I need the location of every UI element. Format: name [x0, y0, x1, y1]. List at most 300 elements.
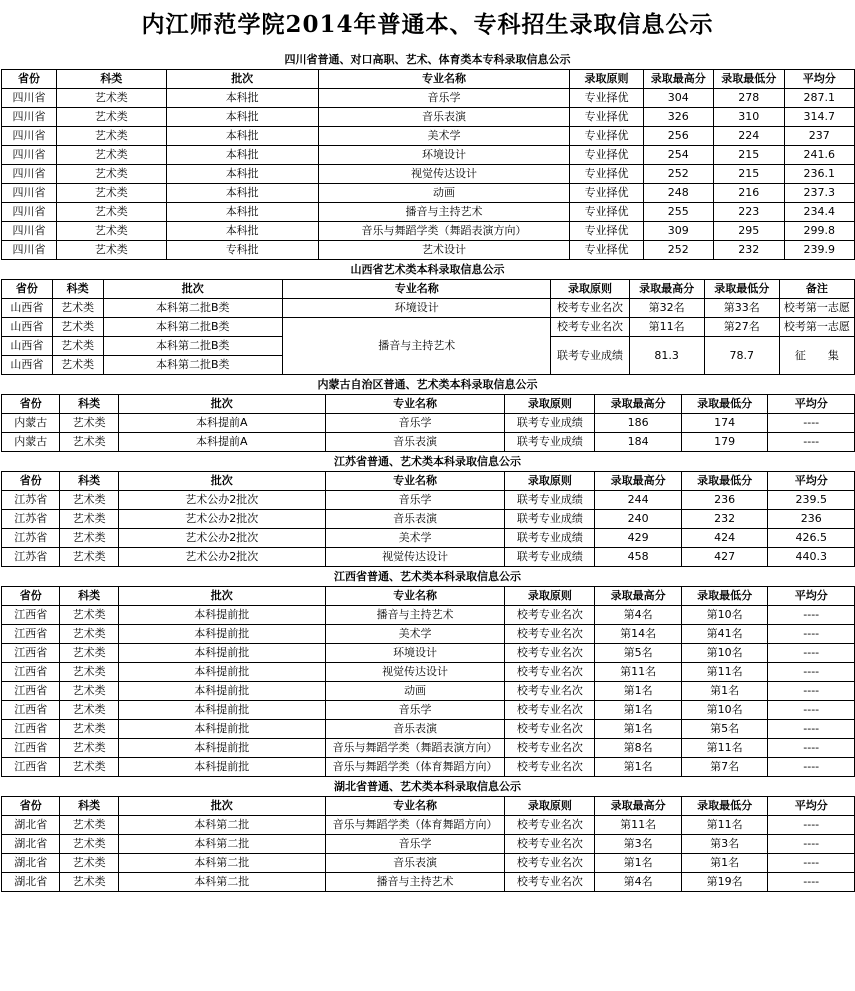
- table-cell: 第1名: [595, 720, 682, 739]
- column-header: 省份: [2, 395, 60, 414]
- table-cell: 联考专业成绩: [505, 414, 595, 433]
- table-cell: 本科第二批: [118, 873, 325, 892]
- table-cell: 音乐表演: [318, 108, 570, 127]
- table-header-row: [2, 395, 855, 414]
- table-cell: ----: [768, 720, 855, 739]
- table-cell: 本科提前批: [118, 739, 325, 758]
- table-cell: 215: [714, 146, 784, 165]
- table-cell: 艺术类: [60, 491, 118, 510]
- table-cell: 艺术类: [60, 510, 118, 529]
- table-row: [2, 548, 855, 567]
- column-header: 录取最低分: [681, 797, 768, 816]
- table-row: [2, 835, 855, 854]
- column-header: 平均分: [768, 587, 855, 606]
- column-header: 科类: [60, 472, 118, 491]
- table-cell: 美术学: [318, 127, 570, 146]
- table-cell: 音乐与舞蹈学类（舞蹈表演方向）: [325, 739, 505, 758]
- table-cell: 播音与主持艺术: [318, 203, 570, 222]
- table-cell: 音乐学: [325, 701, 505, 720]
- column-header: 录取最高分: [595, 587, 682, 606]
- table-cell: 四川省: [2, 184, 57, 203]
- column-header: 录取原则: [505, 395, 595, 414]
- table-cell: 江西省: [2, 758, 60, 777]
- table-cell: 本科提前批: [118, 720, 325, 739]
- table-cell: 第1名: [681, 682, 768, 701]
- table-cell: 联考专业成绩: [505, 510, 595, 529]
- table-cell: 186: [595, 414, 682, 433]
- table-cell: 本科第二批B类: [103, 337, 283, 356]
- table-cell: 音乐与舞蹈学类（体育舞蹈方向）: [325, 816, 505, 835]
- table-cell: 第4名: [595, 606, 682, 625]
- column-header: 专业名称: [325, 472, 505, 491]
- table-cell: 艺术公办2批次: [118, 548, 325, 567]
- table-cell: 234.4: [784, 203, 854, 222]
- table-cell: 环境设计: [325, 644, 505, 663]
- table-cell: 播音与主持艺术: [283, 318, 551, 375]
- table-cell: 艺术类: [60, 414, 118, 433]
- table-cell: 音乐学: [325, 491, 505, 510]
- table-cell: 304: [643, 89, 713, 108]
- table-cell: 校考专业名次: [505, 720, 595, 739]
- table-header-row: [2, 280, 855, 299]
- table-cell: 艺术公办2批次: [118, 491, 325, 510]
- column-header: 录取最低分: [714, 70, 784, 89]
- table-cell: 第10名: [681, 606, 768, 625]
- section-heading: 湖北省普通、艺术类本科录取信息公示: [334, 780, 521, 793]
- table-cell: 第33名: [704, 299, 779, 318]
- table-cell: 第11名: [681, 816, 768, 835]
- table-cell: 联考专业成绩: [505, 433, 595, 452]
- table-cell: 音乐学: [318, 89, 570, 108]
- admission-table: [1, 796, 855, 892]
- table-cell: 本科提前批: [118, 625, 325, 644]
- table-cell: 校考专业名次: [505, 663, 595, 682]
- table-cell: 252: [643, 165, 713, 184]
- column-header: 录取最低分: [681, 395, 768, 414]
- table-cell: ----: [768, 701, 855, 720]
- column-header: 科类: [56, 70, 166, 89]
- table-cell: 艺术类: [52, 318, 103, 337]
- admission-table: [1, 471, 855, 567]
- table-row: [2, 146, 855, 165]
- table-cell: 179: [681, 433, 768, 452]
- table-row: [2, 758, 855, 777]
- table-cell: ----: [768, 433, 855, 452]
- table-cell: 江苏省: [2, 529, 60, 548]
- table-cell: 第10名: [681, 644, 768, 663]
- table-cell: 江西省: [2, 644, 60, 663]
- column-header: 平均分: [768, 797, 855, 816]
- table-cell: 征 集: [779, 337, 854, 375]
- table-cell: 第14名: [595, 625, 682, 644]
- table-cell: 第11名: [681, 663, 768, 682]
- table-row: [2, 127, 855, 146]
- page-title: 内江师范学院2014年普通本、专科招生录取信息公示: [141, 11, 714, 38]
- table-cell: 艺术类: [60, 548, 118, 567]
- table-cell: ----: [768, 663, 855, 682]
- content: [0, 50, 855, 892]
- table-row: [2, 663, 855, 682]
- table-cell: 艺术类: [56, 184, 166, 203]
- column-header: 专业名称: [283, 280, 551, 299]
- table-cell: 艺术类: [60, 758, 118, 777]
- table-cell: 动画: [318, 184, 570, 203]
- column-header: 平均分: [784, 70, 854, 89]
- table-cell: 236: [768, 510, 855, 529]
- column-header: 批次: [166, 70, 318, 89]
- table-cell: 第1名: [595, 701, 682, 720]
- column-header: 科类: [60, 395, 118, 414]
- table-cell: 江西省: [2, 682, 60, 701]
- section-heading: 山西省艺术类本科录取信息公示: [350, 263, 505, 276]
- column-header: 专业名称: [318, 70, 570, 89]
- table-cell: 四川省: [2, 127, 57, 146]
- table-cell: 本科第二批B类: [103, 299, 283, 318]
- table-cell: 江西省: [2, 701, 60, 720]
- table-cell: 音乐表演: [325, 720, 505, 739]
- table-cell: 239.5: [768, 491, 855, 510]
- table-row: [2, 644, 855, 663]
- table-cell: 艺术类: [56, 203, 166, 222]
- table-cell: 本科提前A: [118, 414, 325, 433]
- table-row: [2, 165, 855, 184]
- table-cell: 244: [595, 491, 682, 510]
- table-cell: 326: [643, 108, 713, 127]
- table-cell: 232: [714, 241, 784, 260]
- column-header: 平均分: [768, 472, 855, 491]
- table-cell: 252: [643, 241, 713, 260]
- column-header: 录取最低分: [704, 280, 779, 299]
- table-cell: 429: [595, 529, 682, 548]
- table-cell: ----: [768, 414, 855, 433]
- table-cell: ----: [768, 644, 855, 663]
- table-cell: 237: [784, 127, 854, 146]
- table-cell: 第5名: [681, 720, 768, 739]
- table-cell: 287.1: [784, 89, 854, 108]
- table-cell: 专业择优: [570, 222, 643, 241]
- table-cell: 专业择优: [570, 108, 643, 127]
- table-row: [2, 510, 855, 529]
- table-cell: 四川省: [2, 146, 57, 165]
- table-cell: 江西省: [2, 663, 60, 682]
- table-row: [2, 682, 855, 701]
- table-cell: 专业择优: [570, 203, 643, 222]
- table-cell: 校考专业名次: [505, 835, 595, 854]
- table-cell: 艺术类: [60, 529, 118, 548]
- table-row: [2, 89, 855, 108]
- table-row: [2, 433, 855, 452]
- table-cell: 174: [681, 414, 768, 433]
- table-cell: 艺术类: [60, 625, 118, 644]
- table-cell: 音乐与舞蹈学类（舞蹈表演方向）: [318, 222, 570, 241]
- table-cell: 播音与主持艺术: [325, 873, 505, 892]
- table-cell: ----: [768, 606, 855, 625]
- table-cell: ----: [768, 873, 855, 892]
- table-cell: 专业择优: [570, 146, 643, 165]
- table-cell: 湖北省: [2, 854, 60, 873]
- table-cell: 216: [714, 184, 784, 203]
- table-cell: 艺术类: [52, 299, 103, 318]
- table-cell: 艺术类: [60, 663, 118, 682]
- table-cell: 本科提前批: [118, 701, 325, 720]
- table-row: [2, 108, 855, 127]
- table-cell: 第11名: [629, 318, 704, 337]
- table-cell: 本科批: [166, 146, 318, 165]
- column-header: 录取最高分: [595, 797, 682, 816]
- table-cell: 专业择优: [570, 89, 643, 108]
- table-row: [2, 491, 855, 510]
- table-cell: 湖北省: [2, 835, 60, 854]
- table-cell: 第11名: [595, 663, 682, 682]
- table-cell: 山西省: [2, 337, 53, 356]
- table-cell: 艺术类: [56, 165, 166, 184]
- column-header: 省份: [2, 797, 60, 816]
- column-header: 录取原则: [505, 472, 595, 491]
- column-header: 平均分: [768, 395, 855, 414]
- column-header: 省份: [2, 70, 57, 89]
- table-cell: 校考专业名次: [505, 816, 595, 835]
- table-cell: 本科提前批: [118, 606, 325, 625]
- table-cell: 239.9: [784, 241, 854, 260]
- table-cell: 四川省: [2, 203, 57, 222]
- table-cell: 四川省: [2, 89, 57, 108]
- table-row: [2, 873, 855, 892]
- section-heading: 江苏省普通、艺术类本科录取信息公示: [334, 455, 521, 468]
- column-header: 批次: [118, 797, 325, 816]
- table-cell: 第1名: [595, 854, 682, 873]
- table-cell: 本科第二批: [118, 854, 325, 873]
- table-cell: 236.1: [784, 165, 854, 184]
- table-header-row: [2, 797, 855, 816]
- table-cell: 联考专业成绩: [551, 337, 629, 375]
- table-cell: 专业择优: [570, 127, 643, 146]
- table-cell: 校考第一志愿: [779, 318, 854, 337]
- table-cell: 视觉传达设计: [325, 548, 505, 567]
- table-cell: 第1名: [595, 682, 682, 701]
- table-cell: 艺术类: [60, 720, 118, 739]
- table-row: [2, 720, 855, 739]
- table-cell: 江苏省: [2, 491, 60, 510]
- table-cell: ----: [768, 835, 855, 854]
- column-header: 省份: [2, 280, 53, 299]
- table-cell: 艺术类: [60, 873, 118, 892]
- table-cell: 第10名: [681, 701, 768, 720]
- table-cell: 426.5: [768, 529, 855, 548]
- table-cell: 校考专业名次: [505, 854, 595, 873]
- table-row: [2, 606, 855, 625]
- table-cell: 江苏省: [2, 548, 60, 567]
- column-header: 录取原则: [505, 587, 595, 606]
- table-cell: 美术学: [325, 529, 505, 548]
- table-cell: 音乐学: [325, 835, 505, 854]
- table-cell: 艺术类: [60, 739, 118, 758]
- table-cell: 音乐表演: [325, 510, 505, 529]
- table-cell: 校考专业名次: [505, 873, 595, 892]
- table-row: [2, 241, 855, 260]
- table-cell: 第1名: [595, 758, 682, 777]
- table-cell: 310: [714, 108, 784, 127]
- table-cell: ----: [768, 758, 855, 777]
- section-heading: 四川省普通、对口高职、艺术、体育类本专科录取信息公示: [284, 53, 571, 66]
- table-cell: 艺术类: [52, 356, 103, 375]
- column-header: 批次: [103, 280, 283, 299]
- table-cell: ----: [768, 816, 855, 835]
- table-cell: 299.8: [784, 222, 854, 241]
- table-cell: 278: [714, 89, 784, 108]
- table-cell: 校考专业名次: [505, 644, 595, 663]
- table-cell: 山西省: [2, 318, 53, 337]
- column-header: 省份: [2, 472, 60, 491]
- column-header: 专业名称: [325, 797, 505, 816]
- table-cell: 校考专业名次: [551, 318, 629, 337]
- table-cell: 78.7: [704, 337, 779, 375]
- table-cell: 309: [643, 222, 713, 241]
- column-header: 录取最低分: [681, 472, 768, 491]
- table-cell: 255: [643, 203, 713, 222]
- table-cell: 江西省: [2, 720, 60, 739]
- table-cell: 江西省: [2, 606, 60, 625]
- table-cell: 艺术类: [52, 337, 103, 356]
- table-header-row: [2, 587, 855, 606]
- table-row: [2, 184, 855, 203]
- table-cell: 本科批: [166, 108, 318, 127]
- table-cell: 艺术类: [60, 433, 118, 452]
- table-row: [2, 299, 855, 318]
- table-cell: 音乐与舞蹈学类（体育舞蹈方向）: [325, 758, 505, 777]
- table-cell: 四川省: [2, 222, 57, 241]
- table-cell: 艺术类: [56, 146, 166, 165]
- table-cell: 236: [681, 491, 768, 510]
- admission-table: [1, 394, 855, 452]
- table-cell: 第11名: [595, 816, 682, 835]
- table-cell: 校考专业名次: [551, 299, 629, 318]
- table-cell: 艺术类: [60, 816, 118, 835]
- column-header: 批次: [118, 472, 325, 491]
- table-row: [2, 529, 855, 548]
- column-header: 专业名称: [325, 587, 505, 606]
- section-heading: 江西省普通、艺术类本科录取信息公示: [334, 570, 521, 583]
- column-header: 科类: [60, 797, 118, 816]
- table-cell: 艺术类: [60, 854, 118, 873]
- table-cell: 四川省: [2, 241, 57, 260]
- table-cell: 本科提前批: [118, 644, 325, 663]
- table-row: [2, 739, 855, 758]
- table-cell: 232: [681, 510, 768, 529]
- table-cell: 联考专业成绩: [505, 491, 595, 510]
- table-cell: 动画: [325, 682, 505, 701]
- table-header-row: [2, 472, 855, 491]
- table-cell: 江西省: [2, 625, 60, 644]
- column-header: 录取最高分: [595, 395, 682, 414]
- table-cell: 424: [681, 529, 768, 548]
- table-cell: 第4名: [595, 873, 682, 892]
- table-cell: 江西省: [2, 739, 60, 758]
- table-row: [2, 625, 855, 644]
- table-cell: 视觉传达设计: [325, 663, 505, 682]
- table-cell: 艺术类: [56, 108, 166, 127]
- table-cell: 240: [595, 510, 682, 529]
- table-cell: 314.7: [784, 108, 854, 127]
- table-row: [2, 203, 855, 222]
- section-heading: 内蒙古自治区普通、艺术类本科录取信息公示: [317, 378, 538, 391]
- table-cell: 校考专业名次: [505, 625, 595, 644]
- table-cell: 本科批: [166, 203, 318, 222]
- table-cell: 四川省: [2, 165, 57, 184]
- table-cell: 联考专业成绩: [505, 529, 595, 548]
- table-cell: ----: [768, 739, 855, 758]
- table-cell: 本科批: [166, 89, 318, 108]
- table-cell: 音乐学: [325, 414, 505, 433]
- table-cell: 本科提前批: [118, 682, 325, 701]
- table-cell: 本科批: [166, 165, 318, 184]
- table-cell: 256: [643, 127, 713, 146]
- column-header: 科类: [52, 280, 103, 299]
- table-cell: 本科批: [166, 127, 318, 146]
- table-cell: 本科提前批: [118, 758, 325, 777]
- table-cell: 山西省: [2, 356, 53, 375]
- table-cell: 本科第二批B类: [103, 318, 283, 337]
- admission-table: [1, 279, 855, 375]
- table-cell: 艺术类: [56, 127, 166, 146]
- table-cell: 播音与主持艺术: [325, 606, 505, 625]
- table-cell: 本科批: [166, 222, 318, 241]
- table-cell: 艺术类: [56, 89, 166, 108]
- table-cell: 专业择优: [570, 165, 643, 184]
- table-cell: 内蒙古: [2, 433, 60, 452]
- table-cell: 校考专业名次: [505, 606, 595, 625]
- table-cell: 427: [681, 548, 768, 567]
- table-cell: 本科第二批B类: [103, 356, 283, 375]
- table-cell: 458: [595, 548, 682, 567]
- table-cell: 本科提前A: [118, 433, 325, 452]
- table-cell: 视觉传达设计: [318, 165, 570, 184]
- table-cell: 艺术设计: [318, 241, 570, 260]
- table-cell: 237.3: [784, 184, 854, 203]
- table-cell: 江苏省: [2, 510, 60, 529]
- table-cell: ----: [768, 682, 855, 701]
- table-cell: 艺术公办2批次: [118, 510, 325, 529]
- table-cell: 第11名: [681, 739, 768, 758]
- table-cell: 校考第一志愿: [779, 299, 854, 318]
- column-header: 录取原则: [551, 280, 629, 299]
- table-cell: 第27名: [704, 318, 779, 337]
- table-cell: 校考专业名次: [505, 739, 595, 758]
- table-row: [2, 318, 855, 337]
- table-cell: 环境设计: [283, 299, 551, 318]
- table-row: [2, 701, 855, 720]
- table-cell: 专业择优: [570, 241, 643, 260]
- column-header: 批次: [118, 587, 325, 606]
- table-cell: 第32名: [629, 299, 704, 318]
- table-cell: 本科批: [166, 184, 318, 203]
- column-header: 录取原则: [505, 797, 595, 816]
- table-cell: 184: [595, 433, 682, 452]
- table-cell: 内蒙古: [2, 414, 60, 433]
- table-cell: 223: [714, 203, 784, 222]
- table-cell: 山西省: [2, 299, 53, 318]
- table-cell: 第8名: [595, 739, 682, 758]
- table-cell: 艺术类: [60, 835, 118, 854]
- table-cell: 第41名: [681, 625, 768, 644]
- table-row: [2, 414, 855, 433]
- table-cell: 校考专业名次: [505, 682, 595, 701]
- table-cell: 254: [643, 146, 713, 165]
- column-header: 专业名称: [325, 395, 505, 414]
- table-cell: 81.3: [629, 337, 704, 375]
- table-cell: 联考专业成绩: [505, 548, 595, 567]
- table-cell: 224: [714, 127, 784, 146]
- table-row: [2, 854, 855, 873]
